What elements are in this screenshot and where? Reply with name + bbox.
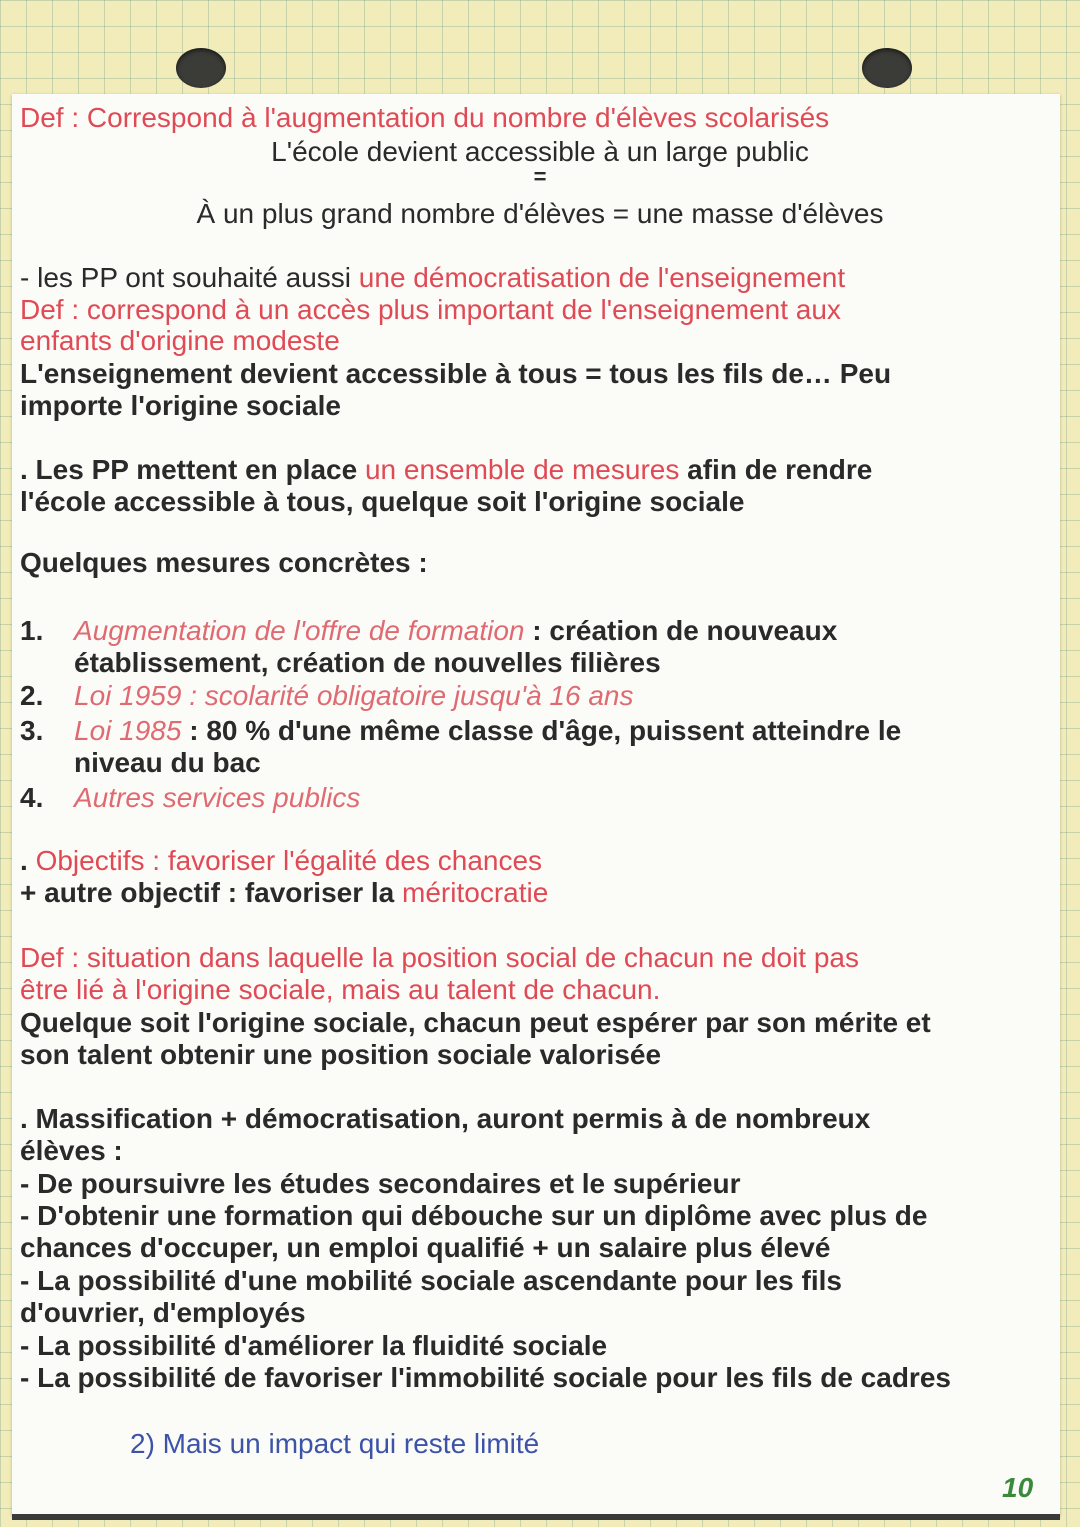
democratisation-line: - les PP ont souhaité aussi une démocratisation de l'enseignement [20, 262, 846, 293]
effect-mobility: - La possibilité d'une mobilité sociale ascendante pour les fils [20, 1265, 842, 1296]
equals-sign: = [533, 164, 547, 189]
def-democratisation-2: enfants d'origine modeste [20, 325, 340, 356]
objectives-line: . Objectifs : favoriser l'égalité des chances [20, 845, 543, 876]
binder-hole-left [176, 48, 226, 88]
definition-massification [20, 102, 829, 134]
effects-intro-1: . Massification + démocratisation, auront permis à de nombreux [20, 1103, 871, 1134]
sheet-bottom-edge [12, 1514, 1060, 1520]
meritocracy-explanation-1: Quelque soit l'origine sociale, chacun peut espérer par son mérite et [20, 1007, 931, 1038]
other-objective-line: + autre objectif : favoriser la méritocratie [20, 877, 549, 908]
teaching-accessible-line: L'enseignement devient accessible à tous = tous les fils de… Peu [20, 358, 892, 389]
effect-immobility: - La possibilité de favoriser l'immobilité sociale pour les fils de cadres [20, 1362, 951, 1393]
mass-of-students-line: À un plus grand nombre d'élèves = une masse d'élèves [196, 198, 884, 229]
measure-3: 3. Loi 1985 : 80 % d'une même classe d'âge, puissent atteindre le [20, 715, 902, 746]
section-heading-limited-impact: 2) Mais un impact qui reste limité [130, 1428, 540, 1459]
school-accessible-line: L'école devient accessible à un large public [271, 136, 809, 167]
effect-diploma-cont: chances d'occuper, un emploi qualifié + un salaire plus élevé [20, 1232, 831, 1263]
measure-1-cont: établissement, création de nouvelles filières [74, 647, 661, 678]
effect-studies: - De poursuivre les études secondaires et le supérieur [20, 1168, 741, 1199]
def-meritocracy-2: être lié à l'origine sociale, mais au talent de chacun. [20, 974, 661, 1005]
measure-2: 2. Loi 1959 : scolarité obligatoire jusqu'à 16 ans [20, 680, 634, 711]
def-label: Def : [20, 102, 87, 133]
measures-intro-line-2: l'école accessible à tous, quelque soit l'origine sociale [20, 486, 745, 517]
measure-3-cont: niveau du bac [74, 747, 261, 778]
def-text: Correspond à l'augmentation du nombre d'élèves scolarisés [86, 102, 830, 133]
effects-intro-2: élèves : [20, 1135, 123, 1166]
measures-intro-line: . Les PP mettent en place un ensemble de mesures afin de rendre [20, 454, 873, 485]
measure-1: 1. Augmentation de l'offre de formation : création de nouveaux [20, 615, 838, 646]
def-democratisation-1: Def : correspond à un accès plus important de l'enseignement aux [20, 294, 841, 325]
page-number: 10 [1002, 1472, 1034, 1503]
effect-mobility-cont: d'ouvrier, d'employés [20, 1297, 306, 1328]
meritocracy-explanation-2: son talent obtenir une position sociale valorisée [20, 1039, 662, 1070]
social-origin-line: importe l'origine sociale [20, 390, 341, 421]
measure-4: 4. Autres services publics [20, 782, 361, 813]
binder-hole-right [862, 48, 912, 88]
def-meritocracy-1: Def : situation dans laquelle la position social de chacun ne doit pas [20, 942, 859, 973]
effect-fluidity: - La possibilité d'améliorer la fluidité sociale [20, 1330, 608, 1361]
effect-diploma: - D'obtenir une formation qui débouche sur un diplôme avec plus de [20, 1200, 928, 1231]
concrete-measures-heading: Quelques mesures concrètes : [20, 547, 428, 578]
